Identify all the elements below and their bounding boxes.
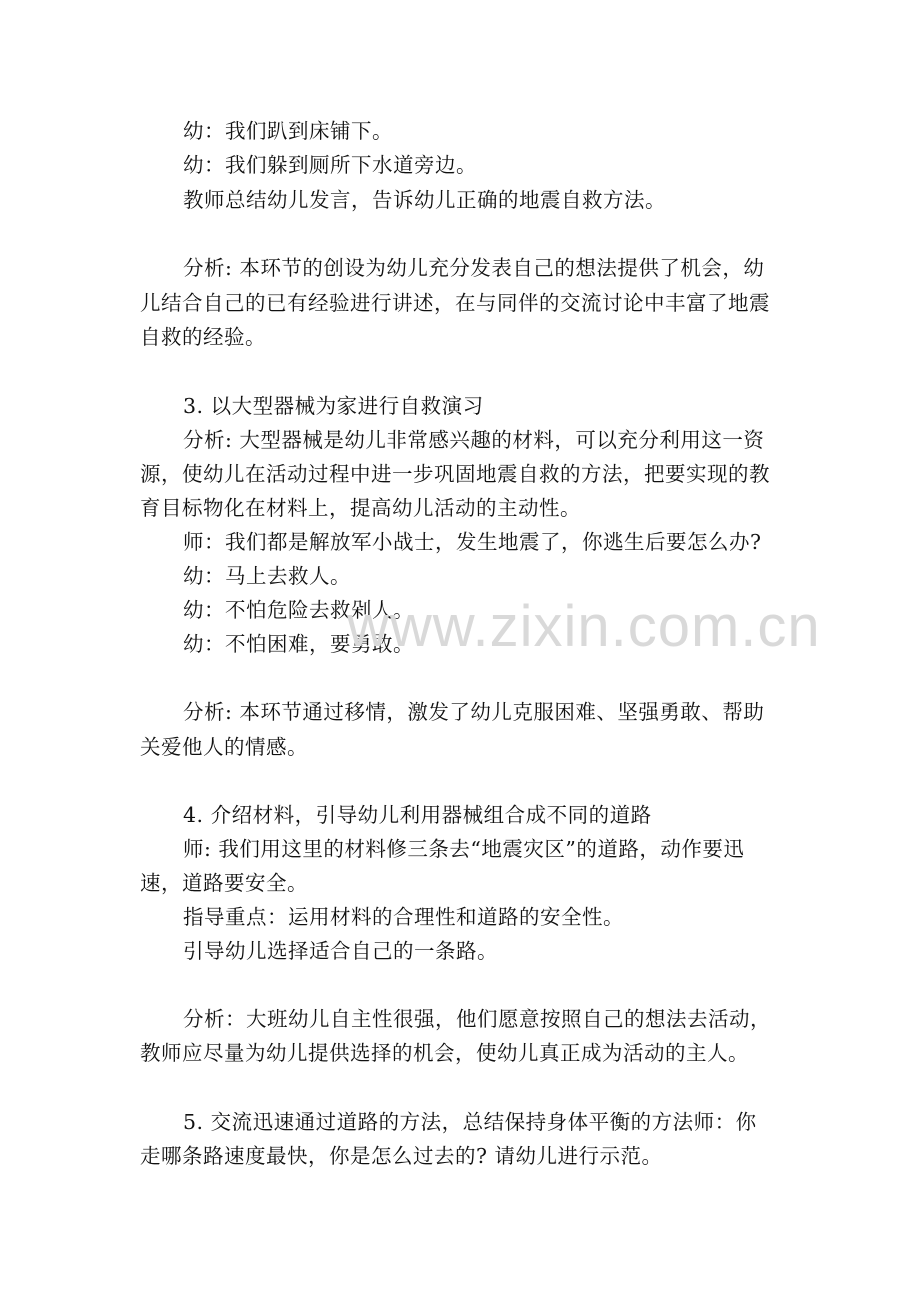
paragraph-line: 教师总结幼儿发言，告诉幼儿正确的地震自救方法。 — [183, 188, 666, 212]
dialogue-line: 幼：不怕困难，要勇敢。 — [183, 632, 414, 656]
section-heading: 3. 以大型器械为家进行自救演习 — [183, 394, 484, 418]
paragraph-line: 指导重点：运用材料的合理性和道路的安全性。 — [183, 905, 624, 929]
dialogue-line: 师：我们都是解放军小战士，发生地震了，你逃生后要怎么办? — [183, 530, 762, 554]
analysis-line: 分析: 本环节通过移情，激发了幼儿克服困难、坚强勇敢、帮助 — [183, 700, 765, 724]
analysis-line: 分析: 大型器械是幼儿非常感兴趣的材料，可以充分利用这一资 — [183, 428, 765, 452]
dialogue-line: 幼：马上去救人。 — [183, 564, 351, 588]
paragraph-line: 引导幼儿选择适合自己的一条路。 — [183, 939, 498, 963]
dialogue-line: 幼：我们躲到厕所下水道旁边。 — [183, 153, 477, 177]
analysis-line: 育目标物化在材料上，提高幼儿活动的主动性。 — [140, 496, 581, 520]
analysis-line: 源，使幼儿在活动过程中进一步巩固地震自救的方法，把要实现的教 — [140, 462, 770, 486]
analysis-line: 教师应尽量为幼儿提供选择的机会，使幼儿真正成为活动的主人。 — [140, 1041, 749, 1065]
section-heading: 5. 交流迅速通过道路的方法，总结保持身体平衡的方法师：你 — [183, 1110, 757, 1134]
analysis-line: 分析：大班幼儿自主性很强，他们愿意按照自己的想法去活动， — [183, 1007, 771, 1031]
dialogue-line: 师: 我们用这里的材料修三条去“地震灾区”的道路，动作要迅 — [183, 837, 745, 861]
dialogue-line: 速，道路要安全。 — [140, 871, 308, 895]
dialogue-line: 幼：我们趴到床铺下。 — [183, 119, 393, 143]
section-heading: 4. 介绍材料，引导幼儿利用器械组合成不同的道路 — [183, 803, 652, 827]
analysis-line: 自救的经验。 — [140, 325, 266, 349]
analysis-line: 关爱他人的情感。 — [140, 735, 308, 759]
analysis-line: 分析: 本环节的创设为幼儿充分发表自己的想法提供了机会，幼 — [183, 256, 765, 280]
analysis-line: 儿结合自己的已有经验进行讲述，在与同伴的交流讨论中丰富了地震 — [140, 291, 770, 315]
paragraph-line: 走哪条路速度最快，你是怎么过去的? 请幼儿进行示范。 — [140, 1144, 663, 1168]
watermark: www.zixin.com.cn — [347, 594, 821, 659]
dialogue-line: 幼：不怕危险去救剁人。 — [183, 598, 414, 622]
